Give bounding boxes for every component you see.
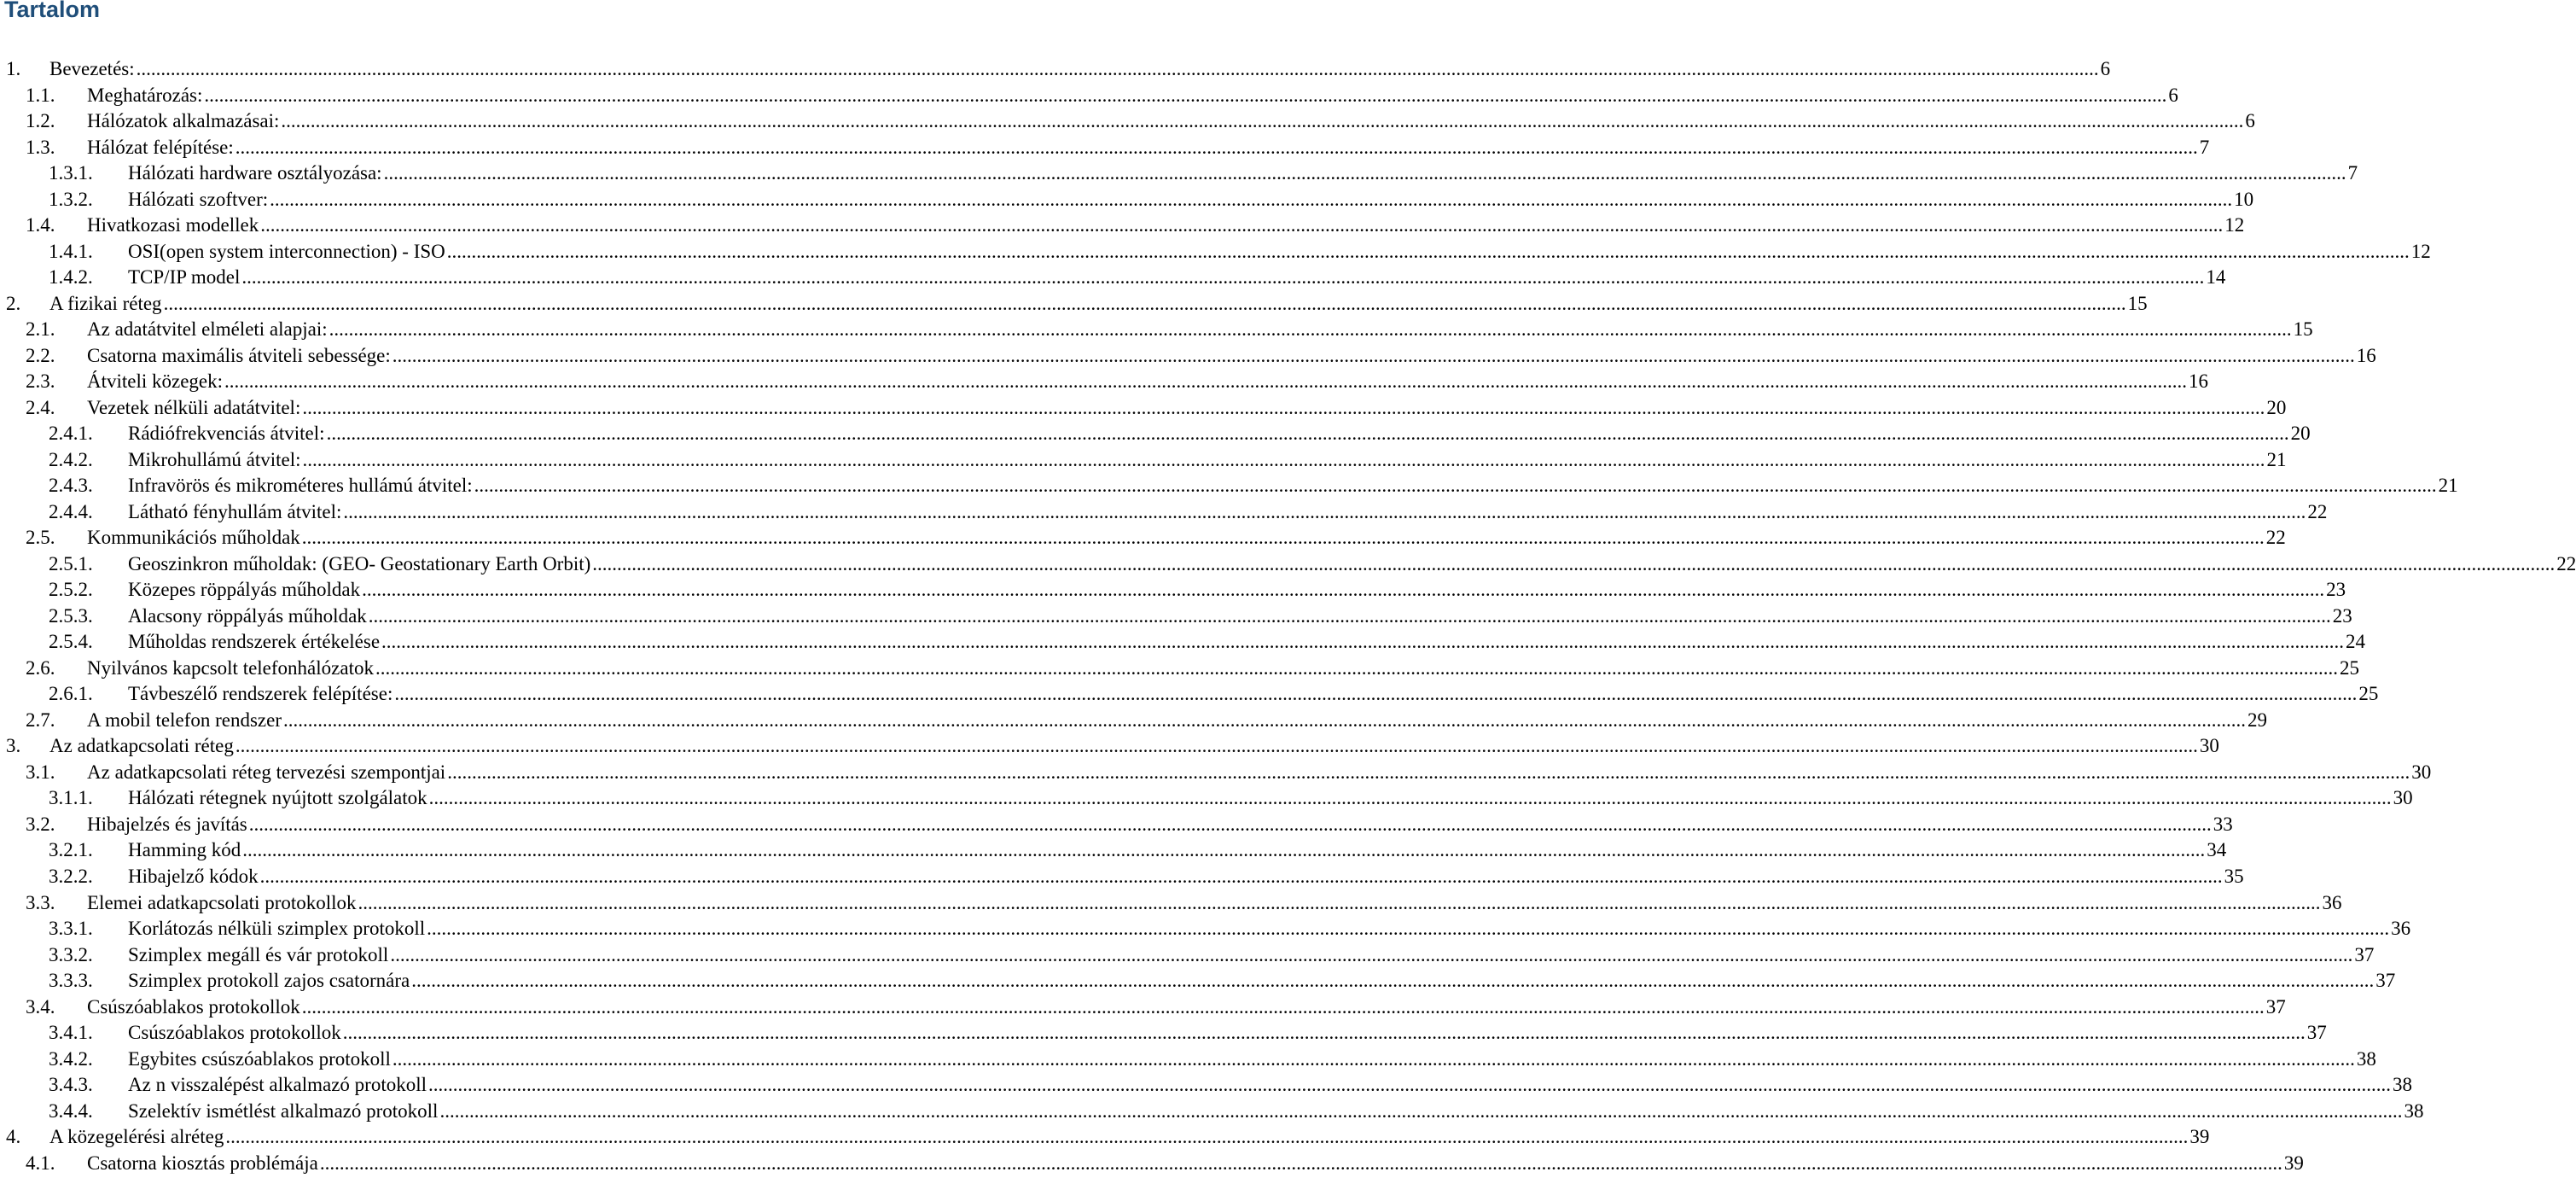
dot-leader: ................................................................................................................................................................................................................................................................................................................................................................................................................ bbox=[301, 995, 2265, 1018]
toc-entry-title: Szelektív ismétlést alkalmazó protokoll bbox=[128, 1099, 439, 1122]
toc-entry-number: 4.1. bbox=[26, 1152, 55, 1174]
toc-entry-title: TCP/IP model bbox=[128, 266, 241, 289]
toc-entry-title: Rádiófrekvenciás átvitel: bbox=[128, 423, 325, 445]
toc-entry-title: Csúszóablakos protokollok bbox=[87, 995, 300, 1018]
toc-entry-number: 3.3.1. bbox=[49, 918, 93, 940]
toc-entry-title: Alacsony röppályás műholdak bbox=[128, 604, 367, 627]
toc-entry[interactable] bbox=[0, 890, 2342, 917]
toc-entry-title: Korlátozás nélküli szimplex protokoll bbox=[128, 918, 426, 940]
toc-page-number: 30 bbox=[2393, 787, 2413, 809]
toc-entry[interactable] bbox=[0, 837, 2227, 864]
toc-entry-title: Elemei adatkapcsolati protokollok bbox=[87, 891, 357, 913]
toc-entry[interactable] bbox=[0, 291, 2148, 318]
toc-entry[interactable] bbox=[0, 343, 2376, 370]
dot-leader: ................................................................................................................................................................................................................................................................................................................................................................................................................ bbox=[224, 370, 2188, 393]
toc-entry[interactable] bbox=[0, 421, 2311, 447]
toc-entry-number: 4. bbox=[6, 1126, 21, 1148]
page-title: Tartalom bbox=[4, 0, 101, 22]
dot-leader: ................................................................................................................................................................................................................................................................................................................................................................................................................ bbox=[368, 604, 2331, 627]
dot-leader: ................................................................................................................................................................................................................................................................................................................................................................................................................ bbox=[260, 214, 2224, 236]
dot-leader: ................................................................................................................................................................................................................................................................................................................................................................................................................ bbox=[241, 266, 2205, 289]
toc-page-number: 38 bbox=[2393, 1074, 2413, 1096]
dot-leader: ................................................................................................................................................................................................................................................................................................................................................................................................................ bbox=[381, 631, 2345, 653]
toc-entry[interactable] bbox=[0, 994, 2286, 1021]
toc-entry-title: Csatorna kiosztás problémája bbox=[87, 1152, 318, 1174]
toc-entry-number: 2.6.1. bbox=[49, 683, 93, 705]
dot-leader: ................................................................................................................................................................................................................................................................................................................................................................................................................ bbox=[375, 656, 2338, 679]
toc-entry-title: Geoszinkron műholdak: (GEO- Geostationary Earth Orbit) bbox=[128, 552, 591, 574]
toc-entry[interactable] bbox=[0, 708, 2268, 734]
dot-leader: ................................................................................................................................................................................................................................................................................................................................................................................................................ bbox=[319, 1152, 2282, 1174]
toc-page-number: 15 bbox=[2127, 292, 2148, 314]
dot-leader: ................................................................................................................................................................................................................................................................................................................................................................................................................ bbox=[358, 891, 2321, 913]
toc-page-number: 12 bbox=[2224, 214, 2245, 236]
dot-leader: ................................................................................................................................................................................................................................................................................................................................................................................................................ bbox=[281, 110, 2244, 132]
dot-leader: ................................................................................................................................................................................................................................................................................................................................................................................................................ bbox=[427, 918, 2390, 940]
dot-leader: ................................................................................................................................................................................................................................................................................................................................................................................................................ bbox=[446, 240, 2410, 262]
toc-entry-number: 3.3. bbox=[26, 891, 55, 913]
toc-entry-title: Az adatátvitel elméleti alapjai: bbox=[87, 318, 328, 341]
toc-entry-title: Meghatározás: bbox=[87, 84, 203, 106]
toc-entry[interactable] bbox=[0, 785, 2413, 812]
toc-entry-number: 3.3.3. bbox=[49, 970, 93, 992]
toc-page-number: 36 bbox=[2322, 891, 2342, 913]
toc-entry-title: Az adatkapcsolati réteg tervezési szempontjai bbox=[87, 761, 446, 783]
toc-page-number: 38 bbox=[2356, 1047, 2376, 1070]
toc-entry-number: 3.4.1. bbox=[49, 1022, 93, 1044]
dot-leader: ................................................................................................................................................................................................................................................................................................................................................................................................................ bbox=[428, 1074, 2392, 1096]
dot-leader: ................................................................................................................................................................................................................................................................................................................................................................................................................ bbox=[362, 579, 2325, 601]
toc-page-number: 7 bbox=[2347, 162, 2358, 184]
toc-entry[interactable] bbox=[0, 1124, 2210, 1151]
toc-entry-number: 2.4.1. bbox=[49, 423, 93, 445]
toc-page-number: 39 bbox=[2189, 1126, 2210, 1148]
toc-entry-title: Vezetek nélküli adatátvitel: bbox=[87, 396, 301, 418]
dot-leader: ................................................................................................................................................................................................................................................................................................................................................................................................................ bbox=[447, 761, 2410, 783]
toc-entry-title: Hálózati szoftver: bbox=[128, 188, 269, 210]
toc-page-number: 37 bbox=[2375, 970, 2396, 992]
toc-entry-number: 3.2.1. bbox=[49, 839, 93, 861]
toc-entry-number: 3.2.2. bbox=[49, 865, 93, 887]
toc-page-number: 20 bbox=[2290, 423, 2311, 445]
toc-entry-title: Hibajelzés és javítás bbox=[87, 813, 247, 835]
dot-leader: ................................................................................................................................................................................................................................................................................................................................................................................................................ bbox=[283, 709, 2247, 731]
dot-leader: ................................................................................................................................................................................................................................................................................................................................................................................................................ bbox=[411, 970, 2375, 992]
toc-entry-number: 2.5.2. bbox=[49, 579, 93, 601]
toc-entry[interactable] bbox=[0, 968, 2396, 994]
toc-page-number: 15 bbox=[2293, 318, 2313, 341]
toc-entry[interactable] bbox=[0, 577, 2346, 604]
toc-entry-number: 2.3. bbox=[26, 370, 55, 393]
toc-entry-title: Nyilvános kapcsolt telefonhálózatok bbox=[87, 656, 374, 679]
toc-entry-number: 1. bbox=[6, 58, 21, 79]
toc-page-number: 22 bbox=[2307, 500, 2328, 522]
toc-entry[interactable] bbox=[0, 499, 2328, 526]
dot-leader: ................................................................................................................................................................................................................................................................................................................................................................................................................ bbox=[342, 1022, 2306, 1044]
toc-entry-title: Látható fényhullám átvitel: bbox=[128, 500, 342, 522]
toc-entry-number: 2.5. bbox=[26, 527, 55, 549]
dot-leader: ................................................................................................................................................................................................................................................................................................................................................................................................................ bbox=[270, 188, 2233, 210]
toc-entry-number: 2.6. bbox=[26, 656, 55, 679]
toc-entry-number: 3.4.4. bbox=[49, 1099, 93, 1122]
toc-page-number: 25 bbox=[2339, 656, 2359, 679]
toc-entry-number: 2.4.4. bbox=[49, 500, 93, 522]
toc-entry[interactable] bbox=[0, 265, 2226, 291]
toc-page-number: 6 bbox=[2245, 110, 2255, 132]
dot-leader: ................................................................................................................................................................................................................................................................................................................................................................................................................ bbox=[392, 1047, 2355, 1070]
toc-entry[interactable] bbox=[0, 56, 2111, 83]
toc-entry-number: 2.5.4. bbox=[49, 631, 93, 653]
dot-leader: ................................................................................................................................................................................................................................................................................................................................................................................................................ bbox=[439, 1099, 2403, 1122]
toc-entry-number: 1.3.1. bbox=[49, 162, 93, 184]
toc-entry-title: Átviteli közegek: bbox=[87, 370, 224, 393]
toc-entry-number: 1.4. bbox=[26, 214, 55, 236]
dot-leader: ................................................................................................................................................................................................................................................................................................................................................................................................................ bbox=[235, 735, 2198, 757]
toc-page-number: 10 bbox=[2234, 188, 2254, 210]
toc-entry[interactable] bbox=[0, 447, 2287, 474]
toc-page-number: 33 bbox=[2213, 813, 2233, 835]
toc-entry[interactable] bbox=[0, 1099, 2424, 1125]
toc-page-number: 35 bbox=[2224, 865, 2244, 887]
toc-page-number: 37 bbox=[2265, 995, 2286, 1018]
toc-entry[interactable] bbox=[0, 473, 2458, 499]
toc-entry[interactable] bbox=[0, 733, 2219, 760]
toc-entry-number: 3.1.1. bbox=[49, 787, 93, 809]
toc-entry-title: Egybites csúszóablakos protokoll bbox=[128, 1047, 391, 1070]
toc-entry-title: Hálózatok alkalmazásai: bbox=[87, 110, 280, 132]
dot-leader: ................................................................................................................................................................................................................................................................................................................................................................................................................ bbox=[428, 787, 2392, 809]
toc-entry-title: OSI(open system interconnection) - ISO bbox=[128, 240, 445, 262]
toc-entry[interactable] bbox=[0, 108, 2255, 135]
toc-entry-title: Műholdas rendszerek értékelése bbox=[128, 631, 381, 653]
toc-entry-number: 3.4.2. bbox=[49, 1047, 93, 1070]
toc-entry[interactable] bbox=[0, 864, 2244, 890]
toc-entry-number: 2.2. bbox=[26, 344, 55, 366]
toc-entry[interactable] bbox=[0, 395, 2287, 422]
toc-entry-title: A közegelérési alréteg bbox=[49, 1126, 224, 1148]
toc-entry-number: 1.2. bbox=[26, 110, 55, 132]
toc-page-number: 23 bbox=[2332, 604, 2352, 627]
toc-entry[interactable] bbox=[0, 187, 2254, 213]
dot-leader: ................................................................................................................................................................................................................................................................................................................................................................................................................ bbox=[136, 58, 2099, 79]
toc-page-number: 23 bbox=[2326, 579, 2346, 601]
toc-entry-number: 1.3. bbox=[26, 136, 55, 158]
toc-entry[interactable] bbox=[0, 239, 2431, 265]
toc-entry-title: Csatorna maximális átviteli sebessége: bbox=[87, 344, 391, 366]
dot-leader: ................................................................................................................................................................................................................................................................................................................................................................................................................ bbox=[259, 865, 2223, 887]
toc-entry-number: 2.4. bbox=[26, 396, 55, 418]
toc-entry[interactable] bbox=[0, 604, 2352, 630]
toc-entry-number: 2.5.3. bbox=[49, 604, 93, 627]
toc-page-number: 30 bbox=[2199, 735, 2219, 757]
toc-entry[interactable] bbox=[0, 1020, 2327, 1047]
toc-entry-number: 2.4.2. bbox=[49, 448, 93, 470]
dot-leader: ................................................................................................................................................................................................................................................................................................................................................................................................................ bbox=[394, 683, 2358, 705]
toc-entry-title: Az adatkapcsolati réteg bbox=[49, 735, 234, 757]
toc-page-number: 37 bbox=[2306, 1022, 2327, 1044]
toc-entry-title: Hibajelző kódok bbox=[128, 865, 259, 887]
toc-entry-title: Hálózati hardware osztályozása: bbox=[128, 162, 382, 184]
toc-entry[interactable] bbox=[0, 916, 2411, 942]
toc-entry[interactable] bbox=[0, 629, 2366, 656]
toc-entry[interactable] bbox=[0, 135, 2210, 161]
toc-entry-number: 3.2. bbox=[26, 813, 55, 835]
toc-page-number: 7 bbox=[2199, 136, 2210, 158]
dot-leader: ................................................................................................................................................................................................................................................................................................................................................................................................................ bbox=[163, 292, 2126, 314]
toc-entry-number: 2.7. bbox=[26, 709, 55, 731]
toc-entry-number: 1.3.2. bbox=[49, 188, 93, 210]
toc-entry-number: 3.4. bbox=[26, 995, 55, 1018]
dot-leader: ................................................................................................................................................................................................................................................................................................................................................................................................................ bbox=[248, 813, 2212, 835]
toc-entry-title: A fizikai réteg bbox=[49, 292, 162, 314]
toc-entry-title: Mikrohullámú átvitel: bbox=[128, 448, 301, 470]
toc-entry-title: Szimplex megáll és vár protokoll bbox=[128, 943, 389, 965]
toc-page-number: 14 bbox=[2206, 266, 2226, 289]
toc-entry-number: 2.5.1. bbox=[49, 552, 93, 574]
toc-entry-number: 3.3.2. bbox=[49, 943, 93, 965]
toc-page-number: 22 bbox=[2556, 552, 2576, 574]
toc-entry[interactable] bbox=[0, 656, 2359, 682]
toc-entry-number: 3.1. bbox=[26, 761, 55, 783]
toc-entry[interactable] bbox=[0, 317, 2313, 343]
toc-entry-title: Szimplex protokoll zajos csatornára bbox=[128, 970, 410, 992]
dot-leader: ................................................................................................................................................................................................................................................................................................................................................................................................................ bbox=[592, 552, 2556, 574]
toc-entry-number: 1.1. bbox=[26, 84, 55, 106]
dot-leader: ................................................................................................................................................................................................................................................................................................................................................................................................................ bbox=[390, 943, 2353, 965]
toc-entry[interactable] bbox=[0, 1072, 2413, 1099]
toc-entry[interactable] bbox=[0, 1151, 2304, 1177]
toc-page-number: 30 bbox=[2411, 761, 2432, 783]
toc-entry-number: 3.4.3. bbox=[49, 1074, 93, 1096]
toc-entry-title: A mobil telefon rendszer bbox=[87, 709, 282, 731]
toc-entry-number: 3. bbox=[6, 735, 21, 757]
dot-leader: ................................................................................................................................................................................................................................................................................................................................................................................................................ bbox=[392, 344, 2355, 366]
toc-entry-title: Hamming kód bbox=[128, 839, 241, 861]
table-of-contents bbox=[0, 56, 2576, 1176]
dot-leader: ................................................................................................................................................................................................................................................................................................................................................................................................................ bbox=[326, 423, 2289, 445]
dot-leader: ................................................................................................................................................................................................................................................................................................................................................................................................................ bbox=[204, 84, 2167, 106]
toc-page-number: 29 bbox=[2247, 709, 2268, 731]
dot-leader: ................................................................................................................................................................................................................................................................................................................................................................................................................ bbox=[225, 1126, 2189, 1148]
toc-entry-title: Infravörös és mikrométeres hullámú átvitel: bbox=[128, 475, 473, 497]
toc-entry-title: Hivatkozasi modellek bbox=[87, 214, 259, 236]
toc-entry-number: 2. bbox=[6, 292, 21, 314]
toc-page-number: 37 bbox=[2354, 943, 2375, 965]
toc-entry-title: Csúszóablakos protokollok bbox=[128, 1022, 341, 1044]
dot-leader: ................................................................................................................................................................................................................................................................................................................................................................................................................ bbox=[301, 527, 2265, 549]
toc-entry[interactable] bbox=[0, 369, 2209, 395]
toc-entry-title: Kommunikációs műholdak bbox=[87, 527, 300, 549]
toc-entry-number: 1.4.1. bbox=[49, 240, 93, 262]
toc-entry[interactable] bbox=[0, 83, 2178, 109]
toc-page-number: 16 bbox=[2189, 370, 2209, 393]
toc-entry-number: 1.4.2. bbox=[49, 266, 93, 289]
dot-leader: ................................................................................................................................................................................................................................................................................................................................................................................................................ bbox=[383, 162, 2346, 184]
dot-leader: ................................................................................................................................................................................................................................................................................................................................................................................................................ bbox=[302, 448, 2265, 470]
toc-entry[interactable] bbox=[0, 760, 2432, 786]
toc-entry[interactable] bbox=[0, 1047, 2376, 1073]
toc-page-number: 24 bbox=[2346, 631, 2366, 653]
toc-entry-title: Az n visszalépést alkalmazó protokoll bbox=[128, 1074, 427, 1096]
toc-entry[interactable] bbox=[0, 812, 2233, 838]
toc-page-number: 21 bbox=[2266, 448, 2287, 470]
toc-page-number: 16 bbox=[2356, 344, 2376, 366]
dot-leader: ................................................................................................................................................................................................................................................................................................................................................................................................................ bbox=[329, 318, 2292, 341]
toc-entry[interactable] bbox=[0, 942, 2375, 969]
dot-leader: ................................................................................................................................................................................................................................................................................................................................................................................................................ bbox=[474, 475, 2437, 497]
toc-entry[interactable] bbox=[0, 681, 2379, 708]
toc-entry-title: Közepes röppályás műholdak bbox=[128, 579, 361, 601]
toc-page-number: 20 bbox=[2266, 396, 2287, 418]
toc-entry-title: Hálózat felépítése: bbox=[87, 136, 234, 158]
toc-entry-title: Távbeszélő rendszerek felépítése: bbox=[128, 683, 393, 705]
toc-page-number: 25 bbox=[2358, 683, 2379, 705]
toc-page-number: 6 bbox=[2100, 58, 2111, 79]
dot-leader: ................................................................................................................................................................................................................................................................................................................................................................................................................ bbox=[302, 396, 2265, 418]
toc-entry[interactable] bbox=[0, 160, 2358, 187]
toc-entry[interactable] bbox=[0, 551, 2576, 578]
dot-leader: ................................................................................................................................................................................................................................................................................................................................................................................................................ bbox=[235, 136, 2198, 158]
dot-leader: ................................................................................................................................................................................................................................................................................................................................................................................................................ bbox=[242, 839, 2206, 861]
toc-page-number: 34 bbox=[2207, 839, 2227, 861]
toc-entry[interactable] bbox=[0, 213, 2245, 239]
toc-entry-title: Hálózati rétegnek nyújtott szolgálatok bbox=[128, 787, 427, 809]
toc-page-number: 21 bbox=[2438, 475, 2458, 497]
toc-page-number: 36 bbox=[2391, 918, 2411, 940]
toc-entry-number: 2.4.3. bbox=[49, 475, 93, 497]
toc-entry[interactable] bbox=[0, 525, 2286, 551]
toc-entry-number: 2.1. bbox=[26, 318, 55, 341]
toc-page-number: 39 bbox=[2283, 1152, 2304, 1174]
toc-page-number: 22 bbox=[2265, 527, 2286, 549]
toc-page-number: 12 bbox=[2410, 240, 2431, 262]
toc-page-number: 38 bbox=[2404, 1099, 2424, 1122]
dot-leader: ................................................................................................................................................................................................................................................................................................................................................................................................................ bbox=[343, 500, 2306, 522]
toc-page-number: 6 bbox=[2168, 84, 2178, 106]
toc-entry-title: Bevezetés: bbox=[49, 58, 135, 79]
